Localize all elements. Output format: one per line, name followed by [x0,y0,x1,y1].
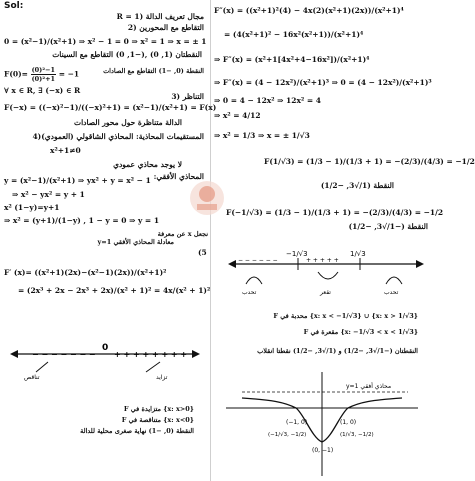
left-root-mark: −1/√3 [286,250,308,258]
symmetry-heading: التناظر (3 [171,92,204,101]
point-pos-one: (1, 0) [340,419,357,426]
decreasing-interval: F متناقصة في {x: x<0} [121,416,194,424]
concavity-label-right: تحدب [384,289,399,296]
concave-down-icon [246,277,262,284]
column-divider [210,0,211,481]
inflection-eq3: ⇒ x² = 1/3 ⇒ x = ± 1/√3 [214,131,310,140]
asymptote-step1: y = (x²−1)/(x²+1) ⇒ yx² + y = x² − 1 [4,176,151,185]
local-minimum: النقطة (0, −1) نهاية صغرى محلية للدالة [80,427,194,435]
second-derivative-step4: ⇒ F″(x) = (4 − 12x²)/(x²+1)³ ⇒ 0 = (4 − 12x²)/(x²+1)³ [214,78,432,87]
inflection-eq2: ⇒ x² = 4/12 [214,111,261,120]
point-min: (0, −1) [312,447,334,454]
intercepts-heading: التقاطع مع المحورين (2 [127,23,204,32]
arrow-left-icon [10,350,18,358]
no-vertical-asymptote: لا يوجد محاذي عمودي [113,160,182,169]
asymptotes-heading: المستقيمات المحاذية: المحاذي الشاقولي (العمودي)(4 [32,132,204,141]
increase-arrow-icon [146,362,160,372]
concavity-label-mid: تقعر [320,289,331,296]
concave-interval: F مقعرة في {x: −1/√3 < x < 1/√3} [303,328,418,336]
function-graph [222,368,422,478]
asymptote-label: y=1 محاذي أفقي [346,383,392,390]
arrow-right-icon [192,350,200,358]
first-derivative-sign-chart [10,338,200,380]
second-derivative: F″(x) = ((x²+1)²(4) − 4x(2)(x²+1)(2x))/(x²+1)⁴ [214,6,404,15]
x-intercept-eq: 0 = (x²−1)/(x²+1) ⇒ x² − 1 = 0 ⇒ x² = 1 ⇒ x = ± 1 [4,37,207,46]
first-derivative-simplified: = (2x³ + 2x − 2x³ + 2x)/(x² + 1)² = 4x/(x² + 1)² [18,286,211,295]
second-derivative-step2: = (4(x²+1)² − 16x²(x²+1))/(x²+1)⁴ [224,30,364,39]
concave-up-icon [318,272,338,279]
asymptote-step3: x² (1−y)=y+1 [4,203,60,212]
increasing-interval: F متزايدة في {x: x>0} [123,405,194,413]
horizontal-asymptote-heading: المحاذي الأفقي: [153,172,204,181]
inflection-point-2: النقطة (−1/√3, −1/2) [348,222,428,231]
symmetry-eq: F(−x) = ((−x)²−1)/((−x)²+1) = (x²−1)/(x²+1) = F(x) [4,103,217,112]
decrease-arrow-icon [36,362,48,372]
inflection-eq1: ⇒ 0 = 4 − 12x² ⇒ 12x² = 4 [214,96,321,105]
concave-down-icon-right [386,277,402,284]
f0-label: F(0)= [4,69,28,79]
f-at-root: F(1/√3) = (1/3 − 1)/(1/3 + 1) = −(2/3)/(4/3) = −1/2 [264,157,475,166]
inflection-label-left: (−1/√3, −1/2) [268,432,307,438]
second-derivative-step3: ⇒ F″(x) = (x²+1[4x²+4−16x²])/(x²+1)⁴ [214,55,370,64]
horizontal-asymptote-eq: y=1 معادلة المحاذي الأفقي [97,238,174,246]
right-column [214,0,475,481]
denominator-nonzero: x²+1≠0 [50,146,81,155]
asymptote-step2: ⇒ x² − yx² = y + 1 [12,190,85,199]
convex-interval: F محدبة في {x: x < −1/√3} ∪ {x: x > 1/√3} [273,312,418,320]
minus-signs: − − − − − − − [32,350,96,359]
inflection-label-right: (1/√3, −1/2) [340,432,374,438]
f0-frac: $\frac{\text{(0)²−1}}{\text{(0)²+1}}$ [31,66,56,83]
left-signs: − − − − − − [238,257,278,264]
left-column [2,0,217,481]
x-intercept-points: النقطتان (1, 0) ,(−1, 0) التقاطع مع السينات [52,50,202,59]
y-intercept-point: النقطة (0, −1) التقاطع مع الصادات [103,67,204,75]
symmetry-result: الدالة متناظرة حول محور الصادات [74,118,182,127]
middle-signs: + + + + + [306,257,339,264]
step5-marker: (5 [198,248,207,257]
f0-eq [4,66,79,83]
domain-line: R = مجال تعريف الدالة (1 [116,12,204,21]
inflection-points-conclusion: النقطتان (−1/√3, −1/2) و (1/√3, −1/2) نقطتا انقلاب [257,347,418,355]
inflection-point-1: النقطة (1/√3, −1/2) [320,181,394,190]
sol-title: Sol: [4,1,24,11]
asymptote-note: نجعل x عن معرفة [157,230,208,238]
point-neg-one: (−1, 0) [286,419,308,426]
arrow-right-icon [416,260,424,268]
f0-result: = −1 [58,69,80,79]
decrease-label: تناقص [24,374,40,381]
f-at-neg-root: F(−1/√3) = (1/3 − 1)/(1/3 + 1) = −(2/3)/(4/3) = −1/2 [226,208,444,217]
asymptote-step4: ⇒ x² = (y+1)/(1−y) , 1 − y = 0 ⇒ y = 1 [4,216,160,225]
zero-mark: 0 [102,343,109,353]
first-derivative: F′ (x)= ((x²+1)(2x)−(x²−1)(2x))/(x²+1)² [4,268,167,277]
second-derivative-sign-chart [228,246,424,298]
symmetry-domain: ∀ x ∈ R, ∃ (−x) ∈ R [4,86,81,95]
plus-signs: + + + + + + + + [114,350,188,359]
increase-label: تزايد [156,374,168,381]
arrow-left-icon [228,260,236,268]
concavity-label-left: تحدب [242,289,257,296]
right-root-mark: 1/√3 [350,250,366,258]
